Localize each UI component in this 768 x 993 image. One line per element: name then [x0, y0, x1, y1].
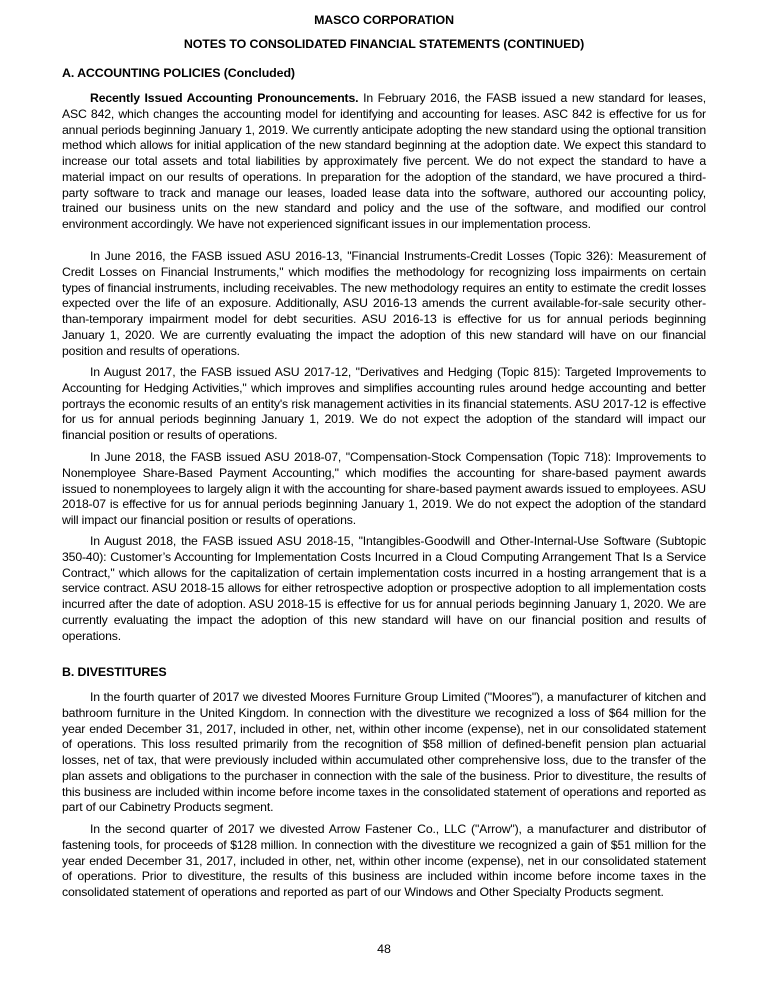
section-heading-accounting-policies: A. ACCOUNTING POLICIES (Concluded): [62, 66, 295, 80]
paragraph-moores-divestiture: In the fourth quarter of 2017 we divested Moores Furniture Group Limited ("Moores"), a manufacturer of kitchen and bathroom furniture in the United Kingdom. In connection with the divestiture we recognized a loss of $64 million for the year ended December 31, 2017, included in other, net, within other income (expense), net in our consolidated statement of operations. This loss resulted primarily from the recognition of $58 million of defined-benefit pension plan actuarial losses, net of tax, that were previously included within accumulated other comprehensive loss, due to the transfer of the plan assets and obligations to the purchaser in connection with the sale of the business. Prior to divestiture, the results of this business are included within income before income taxes in the consolidated statement of operations and reported as part of our Cabinetry Products segment.: [62, 690, 706, 815]
paragraph-recent-pronouncements: [62, 91, 706, 233]
document-subtitle: NOTES TO CONSOLIDATED FINANCIAL STATEMENTS (CONTINUED): [183, 37, 585, 51]
paragraph-asu-2016-13: In June 2016, the FASB issued ASU 2016-13, "Financial Instruments-Credit Losses (Topic 326): Measurement of Credit Losses on Financial Instruments," which modifies the methodology for recognizing loss impairments on certain types of financial instruments, including receivables. The new methodology requires an entity to estimate the credit losses expected over the life of an exposure. Additionally, ASU 2016-13 amends the current available-for-sale security other-than-temporary impairment model for debt securities. ASU 2016-13 is effective for us for annual periods beginning January 1, 2020. We are currently evaluating the impact the adoption of this new standard will have on our financial position and results of operations.: [62, 249, 706, 358]
paragraph-lead: Recently Issued Accounting Pronouncements.: [90, 91, 359, 105]
company-name: MASCO CORPORATION: [314, 13, 454, 27]
section-heading-divestitures: B. DIVESTITURES: [62, 665, 167, 679]
paragraph-arrow-divestiture: In the second quarter of 2017 we divested Arrow Fastener Co., LLC ("Arrow"), a manufacturer and distributor of fastening tools, for proceeds of $128 million. In connection with the divestiture we recognized a gain of $51 million for the year ended December 31, 2017, included in other, net, within other income (expense), net in our consolidated statement of operations. Prior to divestiture, the results of this business are included within income before income taxes in the consolidated statement of operations and reported as part of our Windows and Other Specialty Products segment.: [62, 822, 706, 899]
page-number: 48: [377, 942, 391, 956]
paragraph-asu-2017-12: In August 2017, the FASB issued ASU 2017-12, "Derivatives and Hedging (Topic 815): Targeted Improvements to Accounting for Hedging Activities," which improves and simplifies accounting rules around hedge accounting and better portrays the economic results of an entity's risk management activities in its financial statements. ASU 2017-12 is effective for us for annual periods beginning January 1, 2019. We do not expect the adoption of the standard will impact our financial position or results of operations.: [62, 365, 706, 442]
paragraph-asu-2018-15: In August 2018, the FASB issued ASU 2018-15, "Intangibles-Goodwill and Other-Internal-Use Software (Subtopic 350-40): Customer’s Accounting for Implementation Costs Incurred in a Cloud Computing Arrangement That Is a Service Contract," which allows for the capitalization of certain implementation costs incurred in a hosting arrangement that is a service contract. ASU 2018-15 allows for either retrospective adoption or prospective adoption to all implementation costs incurred after the date of adoption. ASU 2018-15 is effective for us for annual periods beginning January 1, 2020. We are currently evaluating the impact the adoption of this new standard will have on our financial position and results of operations.: [62, 534, 706, 643]
paragraph-text: In February 2016, the FASB issued a new standard for leases, ASC 842, which changes the accounting model for identifying and accounting for leases. ASC 842 is effective for us for annual periods beginning January 1, 2019. We currently anticipate adopting the new standard using the optional transition method which allows for initial application of the new standard beginning at the adoption date. We expect this standard to increase our total assets and total liabilities by approximately five percent. We do not expect the standard to have a material impact on our results of operations. In preparation for the adoption of the standard, we have procured a third-party software to track and manage our leases, loaded lease data into the software, authored our accounting policy, trained our business units on the new standard and policy and the use of the software, and modified our control environment accordingly. We have not experienced significant issues in our implementation process.: [62, 91, 706, 231]
paragraph-asu-2018-07: In June 2018, the FASB issued ASU 2018-07, "Compensation-Stock Compensation (Topic 718): Improvements to Nonemployee Share-Based Payment Accounting," which modifies the accounting for share-based payment awards issued to nonemployees to largely align it with the accounting for share-based payment awards issued to employees. ASU 2018-07 is effective for us for annual periods beginning January 1, 2019. We do not expect the adoption of the standard will impact our financial position or results of operations.: [62, 450, 706, 527]
